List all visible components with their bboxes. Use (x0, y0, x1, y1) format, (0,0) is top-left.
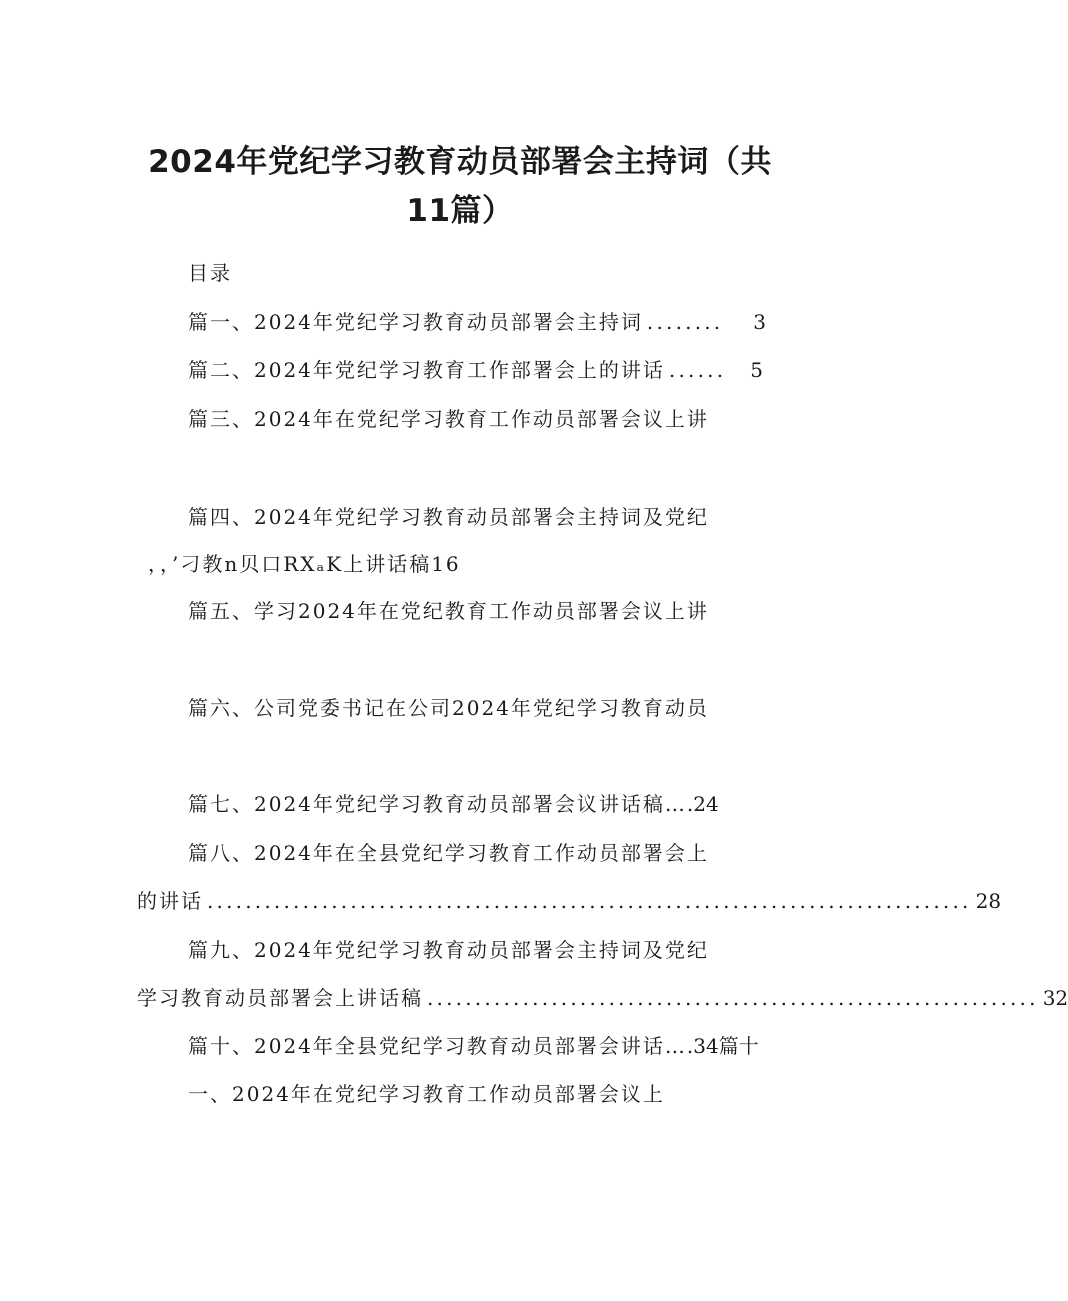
toc-entry-text: 篇七、2024年党纪学习教育动员部署会议讲话稿… (188, 792, 687, 816)
toc-page-number: 3 (753, 310, 766, 334)
toc-entry-7[interactable] (188, 789, 719, 819)
toc-entry-9-continuation[interactable] (137, 983, 1068, 1013)
toc-entry-1[interactable] (188, 307, 766, 337)
toc-page-number: 5 (750, 358, 763, 382)
toc-entry-10[interactable] (188, 1031, 759, 1061)
document-title-line-1: 2024年党纪学习教育动员部署会主持词（共 (148, 144, 772, 180)
document-title-line-2: 11篇） (406, 193, 514, 229)
toc-entry-5[interactable]: 篇五、学习2024年在党纪教育工作动员部署会议上讲 (188, 599, 709, 623)
toc-entry-11[interactable]: 一、2024年在党纪学习教育工作动员部署会议上 (188, 1082, 665, 1106)
toc-entry-text: 的讲话 (137, 889, 203, 913)
toc-entry-4-continuation[interactable]: ，，’刁教n贝口RXₐK上讲话稿16 (148, 552, 461, 576)
toc-entry-text: 学习教育动员部署会上讲话稿 (137, 986, 423, 1010)
toc-leader-dots: ........ (646, 310, 724, 334)
toc-entry-6[interactable]: 篇六、公司党委书记在公司2024年党纪学习教育动员 (188, 696, 709, 720)
toc-page-number: 32 (1042, 986, 1068, 1010)
toc-entry-4[interactable]: 篇四、2024年党纪学习教育动员部署会主持词及党纪 (188, 505, 709, 529)
toc-entry-9[interactable]: 篇九、2024年党纪学习教育动员部署会主持词及党纪 (188, 938, 709, 962)
toc-entry-2[interactable] (188, 355, 763, 385)
toc-entry-3[interactable]: 篇三、2024年在党纪学习教育工作动员部署会议上讲 (188, 407, 709, 431)
toc-heading: 目录 (188, 261, 232, 285)
toc-entry-text: 篇二、2024年党纪学习教育工作部署会上的讲话 (188, 358, 665, 382)
toc-entry-text: 篇一、2024年党纪学习教育动员部署会主持词 (188, 310, 643, 334)
toc-leader-dots: ................................................................ (427, 986, 1039, 1010)
toc-entry-8-continuation[interactable] (137, 886, 1002, 916)
toc-entry-text: 篇十、2024年全县党纪学习教育动员部署会讲话… (188, 1034, 687, 1058)
toc-entry-8[interactable]: 篇八、2024年在全县党纪学习教育工作动员部署会上 (188, 841, 709, 865)
toc-leader-dots: ................................................................................ (207, 889, 972, 913)
toc-leader-dots: ...... (668, 358, 727, 382)
toc-page-number: .34篇十 (686, 1034, 759, 1058)
toc-page-number: .24 (686, 792, 719, 816)
toc-page-number: 28 (975, 889, 1002, 913)
